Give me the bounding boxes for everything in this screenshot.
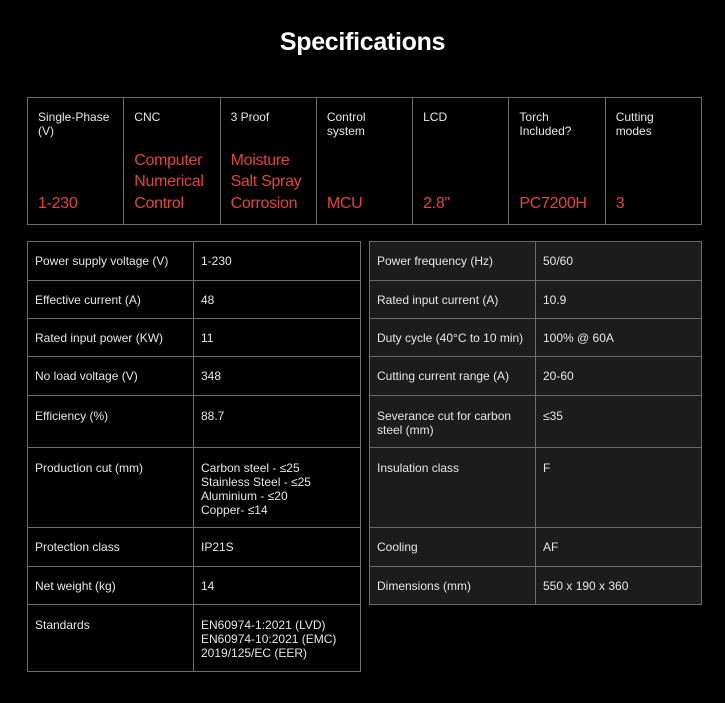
highlight-value: MCU [326, 194, 363, 212]
spec-label: Cooling [370, 528, 536, 567]
spec-label: Effective current (A) [28, 281, 194, 319]
table-row [28, 605, 361, 672]
table-row [28, 319, 361, 357]
spec-value: AF [536, 528, 702, 567]
spec-label: Dimensions (mm) [370, 567, 536, 605]
spec-value: 48 [194, 281, 361, 319]
spec-value: 10.9 [536, 281, 702, 319]
spec-value: 348 [194, 357, 361, 396]
spec-value: 1-230 [194, 242, 361, 281]
table-row [370, 448, 702, 528]
spec-value: 14 [194, 567, 361, 605]
table-row [28, 448, 361, 528]
spec-value: 550 x 190 x 360 [536, 567, 702, 605]
spec-label: Insulation class [370, 448, 536, 528]
highlight-torch [509, 98, 605, 224]
highlight-value: Moisture Salt Spray Corrosion [230, 151, 302, 212]
spec-value: 100% @ 60A [536, 319, 702, 357]
table-row [370, 242, 702, 281]
highlight-3-proof [221, 98, 317, 224]
spec-label: Standards [28, 605, 194, 672]
spec-value: IP21S [194, 528, 361, 567]
spec-label: Rated input current (A) [370, 281, 536, 319]
table-row [28, 281, 361, 319]
table-row [28, 396, 361, 448]
spec-label: Power supply voltage (V) [28, 242, 194, 281]
highlight-label: 3 Proof [230, 110, 270, 124]
highlight-value: 3 [615, 194, 625, 212]
highlight-label: CNC [134, 110, 161, 124]
spec-value: 11 [194, 319, 361, 357]
spec-value: 50/60 [536, 242, 702, 281]
highlight-label: Cutting modes [615, 110, 654, 138]
highlight-label: Control system [326, 110, 366, 138]
highlights-strip [27, 97, 702, 225]
highlight-value: PC7200H [519, 194, 587, 212]
table-row [28, 528, 361, 567]
spec-label: Protection class [28, 528, 194, 567]
highlight-single-phase [28, 98, 124, 224]
spec-label: No load voltage (V) [28, 357, 194, 396]
highlight-label: LCD [423, 110, 448, 124]
spec-label: Severance cut for carbon steel (mm) [370, 396, 536, 448]
table-row [370, 281, 702, 319]
table-row [370, 357, 702, 396]
table-row [370, 528, 702, 567]
spec-label: Efficiency (%) [28, 396, 194, 448]
highlight-lcd [413, 98, 509, 224]
spec-table-right [369, 241, 702, 605]
spec-table-left [27, 241, 361, 672]
highlight-label: Single-Phase (V) [38, 110, 110, 138]
highlight-control-system [317, 98, 413, 224]
page-title: Specifications [279, 28, 446, 56]
spec-value: ≤35 [536, 396, 702, 448]
highlight-cutting-modes [606, 98, 701, 224]
spec-label: Duty cycle (40°C to 10 min) [370, 319, 536, 357]
highlight-label: Torch Included? [519, 110, 572, 138]
highlight-value: 2.8" [423, 194, 450, 212]
highlight-value: Computer Numerical Control [134, 151, 204, 212]
spec-label: Cutting current range (A) [370, 357, 536, 396]
spec-label: Net weight (kg) [28, 567, 194, 605]
table-row [28, 242, 361, 281]
table-row [370, 319, 702, 357]
spec-value: 88.7 [194, 396, 361, 448]
table-row [28, 567, 361, 605]
spec-value: F [536, 448, 702, 528]
spec-label: Rated input power (KW) [28, 319, 194, 357]
table-row [28, 357, 361, 396]
spec-value: 20-60 [536, 357, 702, 396]
table-row [370, 567, 702, 605]
spec-label: Production cut (mm) [28, 448, 194, 528]
spec-value: EN60974-1:2021 (LVD) EN60974-10:2021 (EMC) 2019/125/EC (EER) [194, 605, 361, 672]
spec-label: Power frequency (Hz) [370, 242, 536, 281]
highlight-value: 1-230 [38, 194, 78, 212]
spec-value: Carbon steel - ≤25 Stainless Steel - ≤25 Aluminium - ≤20 Copper- ≤14 [194, 448, 361, 528]
highlight-cnc [124, 98, 220, 224]
table-row [370, 396, 702, 448]
